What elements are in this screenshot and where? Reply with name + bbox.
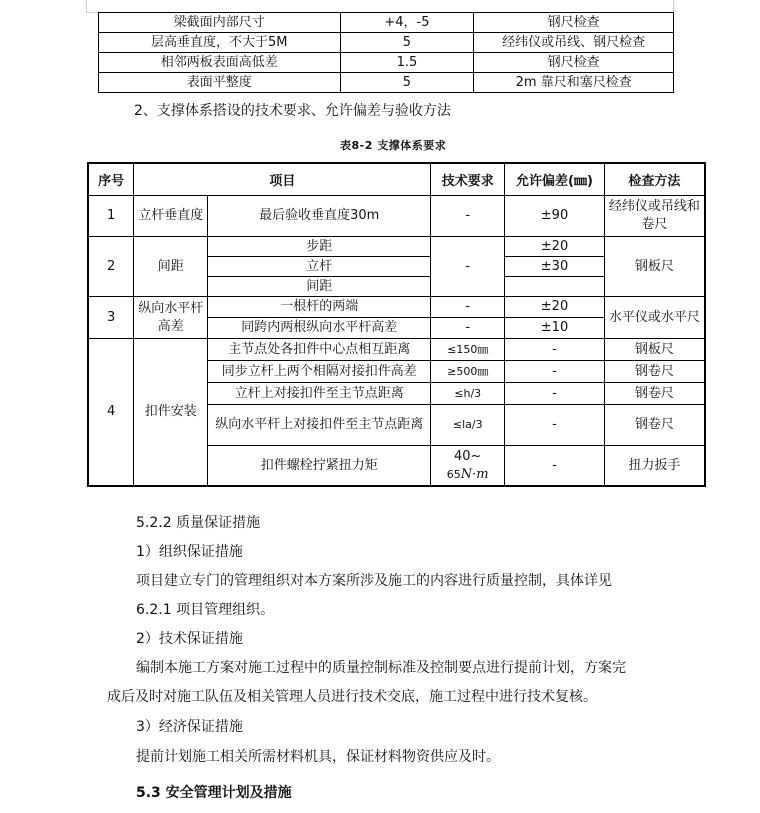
table-caption: 表8-2 支撑体系要求	[340, 139, 447, 152]
table-cell: 经纬仪或吊线、钢尺检查	[474, 33, 674, 53]
header-cell: 检查方法	[604, 163, 705, 196]
subsection-title: 1）组织保证措施	[136, 544, 243, 560]
tolerance-cell: -	[505, 339, 605, 361]
item-cell: 立杆	[208, 257, 431, 277]
tolerance-cell: ±20	[505, 237, 605, 257]
table-header-row	[88, 163, 705, 196]
row-number: 3	[88, 297, 134, 339]
group-name: 间距	[134, 237, 208, 297]
item-cell: 纵向水平杆上对接扣件至主节点距离	[208, 405, 431, 446]
row-number: 2	[88, 237, 134, 297]
table-cell: 2m 靠尺和塞尺检查	[474, 73, 674, 93]
subsection-title: 3）经济保证措施	[136, 719, 243, 735]
table-cell: 1.5	[340, 53, 474, 73]
requirement-cell: -	[431, 297, 505, 318]
table-row	[99, 33, 674, 53]
method-cell: 经纬仪或吊线和卷尺	[604, 196, 705, 237]
requirement-cell: ≥500㎜	[431, 361, 505, 383]
torque-max-value: 65	[446, 467, 461, 481]
table-row	[99, 53, 674, 73]
table-row	[99, 73, 674, 93]
item-cell: 最后验收垂直度30m	[208, 196, 431, 237]
group-name: 立杆垂直度	[134, 196, 208, 237]
header-cell: 技术要求	[431, 163, 505, 196]
paragraph-line: 编制本施工方案对施工过程中的质量控制标准及控制要点进行提前计划，方案完	[136, 660, 626, 676]
requirement-cell: ≤la/3	[431, 405, 505, 446]
tolerance-cell: -	[505, 383, 605, 405]
row-number: 1	[88, 196, 134, 237]
item-cell: 一根杆的两端	[208, 297, 431, 318]
requirement-cell: -	[431, 196, 505, 237]
header-cell: 允许偏差(㎜)	[505, 163, 605, 196]
section-heading: 2、支撑体系搭设的技术要求、允许偏差与验收方法	[134, 103, 451, 119]
requirement-cell: -	[431, 318, 505, 339]
tolerance-cell: ±10	[505, 318, 605, 339]
support-system-table	[87, 162, 706, 487]
paragraph-line: 成后及时对施工队伍及相关管理人员进行技术交底，施工过程中进行技术复核。	[107, 689, 597, 705]
tolerance-cell: -	[505, 446, 605, 487]
table-cell: 钢尺检查	[474, 13, 674, 33]
table-cell: 相邻两板表面高低差	[99, 53, 341, 73]
paragraph-line: 项目建立专门的管理组织对本方案所涉及施工的内容进行质量控制，具体详见	[136, 573, 612, 589]
item-cell: 立杆上对接扣件至主节点距离	[208, 383, 431, 405]
torque-range-start: 40~	[454, 448, 482, 464]
tolerance-cell: -	[505, 405, 605, 446]
header-cell: 序号	[88, 163, 134, 196]
table-cell: +4，-5	[340, 13, 474, 33]
tolerance-table-continued	[98, 12, 674, 93]
torque-unit: N·m	[460, 466, 489, 482]
table-cell: 钢尺检查	[474, 53, 674, 73]
method-cell: 钢卷尺	[604, 405, 705, 446]
table-cell: 表面平整度	[99, 73, 341, 93]
requirement-cell	[431, 446, 505, 487]
requirement-cell: ≤150㎜	[431, 339, 505, 361]
requirement-cell: ≤h/3	[431, 383, 505, 405]
table-cell: 层高垂直度，不大于5M	[99, 33, 341, 53]
table-row	[88, 196, 705, 237]
torque-range-end	[433, 466, 502, 484]
table-row	[88, 297, 705, 318]
method-cell: 钢卷尺	[604, 361, 705, 383]
method-cell: 钢板尺	[604, 339, 705, 361]
subsection-title: 2）技术保证措施	[136, 631, 243, 647]
item-cell: 间距	[208, 277, 431, 297]
item-cell: 同跨内两根纵向水平杆高差	[208, 318, 431, 339]
group-name: 纵向水平杆高差	[134, 297, 208, 339]
table-row	[88, 237, 705, 257]
tolerance-cell: -	[505, 361, 605, 383]
item-cell: 主节点处各扣件中心点相互距离	[208, 339, 431, 361]
method-cell: 水平仪或水平尺	[604, 297, 705, 339]
tolerance-cell	[505, 277, 605, 297]
quality-section-title: 5.2.2 质量保证措施	[136, 515, 261, 531]
method-cell: 钢板尺	[604, 237, 705, 297]
group-name: 扣件安装	[134, 339, 208, 487]
paragraph-line: 6.2.1 项目管理组织。	[136, 602, 275, 618]
requirement-cell: -	[431, 237, 505, 297]
tolerance-cell: ±20	[505, 297, 605, 318]
header-cell: 项目	[134, 163, 431, 196]
table-cell: 5	[340, 33, 474, 53]
table-cell: 5	[340, 73, 474, 93]
tolerance-cell: ±90	[505, 196, 605, 237]
safety-section-heading: 5.3 安全管理计划及措施	[136, 785, 292, 801]
paragraph-line: 提前计划施工相关所需材料机具，保证材料物资供应及时。	[136, 749, 500, 765]
table-cell: 梁截面内部尺寸	[99, 13, 341, 33]
item-cell: 扣件螺栓拧紧扭力矩	[208, 446, 431, 487]
table-row	[99, 13, 674, 33]
item-cell: 步距	[208, 237, 431, 257]
tolerance-cell: ±30	[505, 257, 605, 277]
item-cell: 同步立杆上两个相隔对接扣件高差	[208, 361, 431, 383]
method-cell: 钢卷尺	[604, 383, 705, 405]
method-cell: 扭力扳手	[604, 446, 705, 487]
table-row	[88, 339, 705, 361]
row-number: 4	[88, 339, 134, 487]
